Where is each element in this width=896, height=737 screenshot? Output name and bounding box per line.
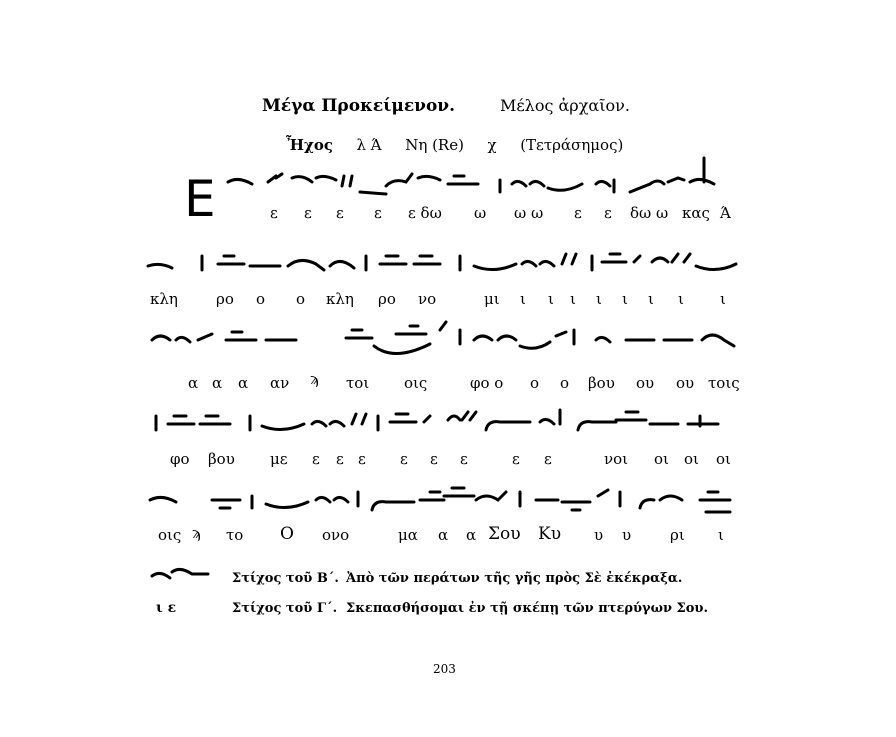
- mode-chi: χ: [487, 136, 497, 154]
- syllable: βου: [588, 374, 615, 392]
- syllable: α: [238, 374, 249, 392]
- mode-note: Νη (Re): [405, 136, 464, 154]
- syllable: ι: [520, 290, 526, 308]
- syllable: τοι: [346, 374, 370, 392]
- syllable: ι: [720, 290, 726, 308]
- mode-name: (Τετράσημος): [520, 136, 624, 154]
- syllable: ω: [474, 204, 487, 222]
- hymn-title: Μέγα Προκείμενον.: [262, 96, 456, 116]
- syllable: ε: [374, 204, 382, 222]
- syllable: κλη: [150, 290, 178, 308]
- syllable: ο: [530, 374, 540, 392]
- syllable: ο: [296, 290, 306, 308]
- syllable: νο: [418, 290, 437, 308]
- syllable: ε: [544, 450, 552, 468]
- syllable: τοις: [708, 374, 740, 392]
- syllable: μι: [484, 290, 500, 308]
- syllable: Ο: [280, 524, 294, 544]
- syllable: ϡ: [192, 524, 201, 542]
- syllable: δω ω: [630, 204, 669, 222]
- syllable: μα: [398, 526, 418, 544]
- syllable: Κυ: [538, 524, 562, 544]
- stichos-symbol: ι ε: [156, 600, 177, 616]
- syllable: αν: [270, 374, 290, 392]
- syllable: ι: [718, 526, 724, 544]
- syllable: κλη: [326, 290, 354, 308]
- syllable: ου: [676, 374, 695, 392]
- syllable: ο: [256, 290, 266, 308]
- melos-label: Μέλος ἀρχαῖον.: [500, 96, 630, 115]
- syllable: με: [270, 450, 288, 468]
- syllable: ε: [336, 204, 344, 222]
- neume-line-1: [228, 158, 714, 194]
- syllable: νοι: [604, 450, 629, 468]
- syllable: φο ο: [470, 374, 504, 392]
- syllable: Ά: [720, 204, 731, 222]
- mode-label: Ἦχος: [286, 136, 333, 154]
- syllable: ε: [512, 450, 520, 468]
- syllable: οις: [404, 374, 428, 392]
- stichos-label: Στίχος τοῦ Β΄.: [232, 571, 339, 586]
- syllable: ε: [304, 204, 312, 222]
- syllable: ι: [622, 290, 628, 308]
- syllable: ε: [460, 450, 468, 468]
- syllable: ε: [430, 450, 438, 468]
- syllable: ρι: [670, 526, 685, 544]
- syllable: ε: [312, 450, 320, 468]
- syllable: ο: [560, 374, 570, 392]
- syllable: το: [226, 526, 244, 544]
- syllable: ε: [336, 450, 344, 468]
- syllable: οι: [684, 450, 699, 468]
- syllable: ι: [570, 290, 576, 308]
- syllable: ϡ: [310, 370, 319, 388]
- syllable: ι: [678, 290, 684, 308]
- syllable: οις: [158, 526, 182, 544]
- stichos-text: Σκεπασθήσομαι ἐν τῇ σκέπῃ τῶν πτερύγων Σου.: [346, 601, 708, 616]
- neume-line-2: [148, 254, 736, 270]
- stichos-neume: [152, 569, 208, 578]
- drop-capital: Ε: [184, 170, 216, 228]
- neume-line-5: [150, 488, 730, 512]
- syllable: α: [212, 374, 223, 392]
- neume-line-4: [156, 410, 718, 430]
- syllable: α: [188, 374, 199, 392]
- syllable: ονο: [322, 526, 350, 544]
- syllable: οι: [654, 450, 669, 468]
- syllable: α: [466, 526, 477, 544]
- page-number: 203: [433, 662, 456, 676]
- syllable: οι: [716, 450, 731, 468]
- syllable: ου: [636, 374, 655, 392]
- mode-martyria: λ Ά: [356, 136, 382, 154]
- stichos-text: Ἀπὸ τῶν περάτων τῆς γῆς πρὸς Σὲ ἐκέκραξα.: [346, 571, 683, 586]
- neume-line-3: [152, 322, 734, 354]
- syllable: βου: [208, 450, 235, 468]
- syllable: κας: [682, 204, 710, 222]
- syllable: Σου: [488, 524, 521, 544]
- syllable: ε: [604, 204, 612, 222]
- mode-signature: [286, 136, 623, 154]
- syllable: ρο: [216, 290, 234, 308]
- syllable: ω ω: [514, 204, 544, 222]
- syllable: υ: [622, 526, 632, 544]
- syllable: ι: [596, 290, 602, 308]
- syllable: ι: [648, 290, 654, 308]
- stichos-label: Στίχος τοῦ Γ΄.: [232, 601, 338, 616]
- syllable: ε δω: [408, 204, 442, 222]
- syllable: ε: [270, 204, 278, 222]
- syllable: ρο: [378, 290, 396, 308]
- syllable: υ: [594, 526, 604, 544]
- syllable: ε: [400, 450, 408, 468]
- syllable: ι: [548, 290, 554, 308]
- syllable: ε: [574, 204, 582, 222]
- syllable: ε: [358, 450, 366, 468]
- syllable: α: [438, 526, 449, 544]
- syllable: φο: [170, 450, 190, 468]
